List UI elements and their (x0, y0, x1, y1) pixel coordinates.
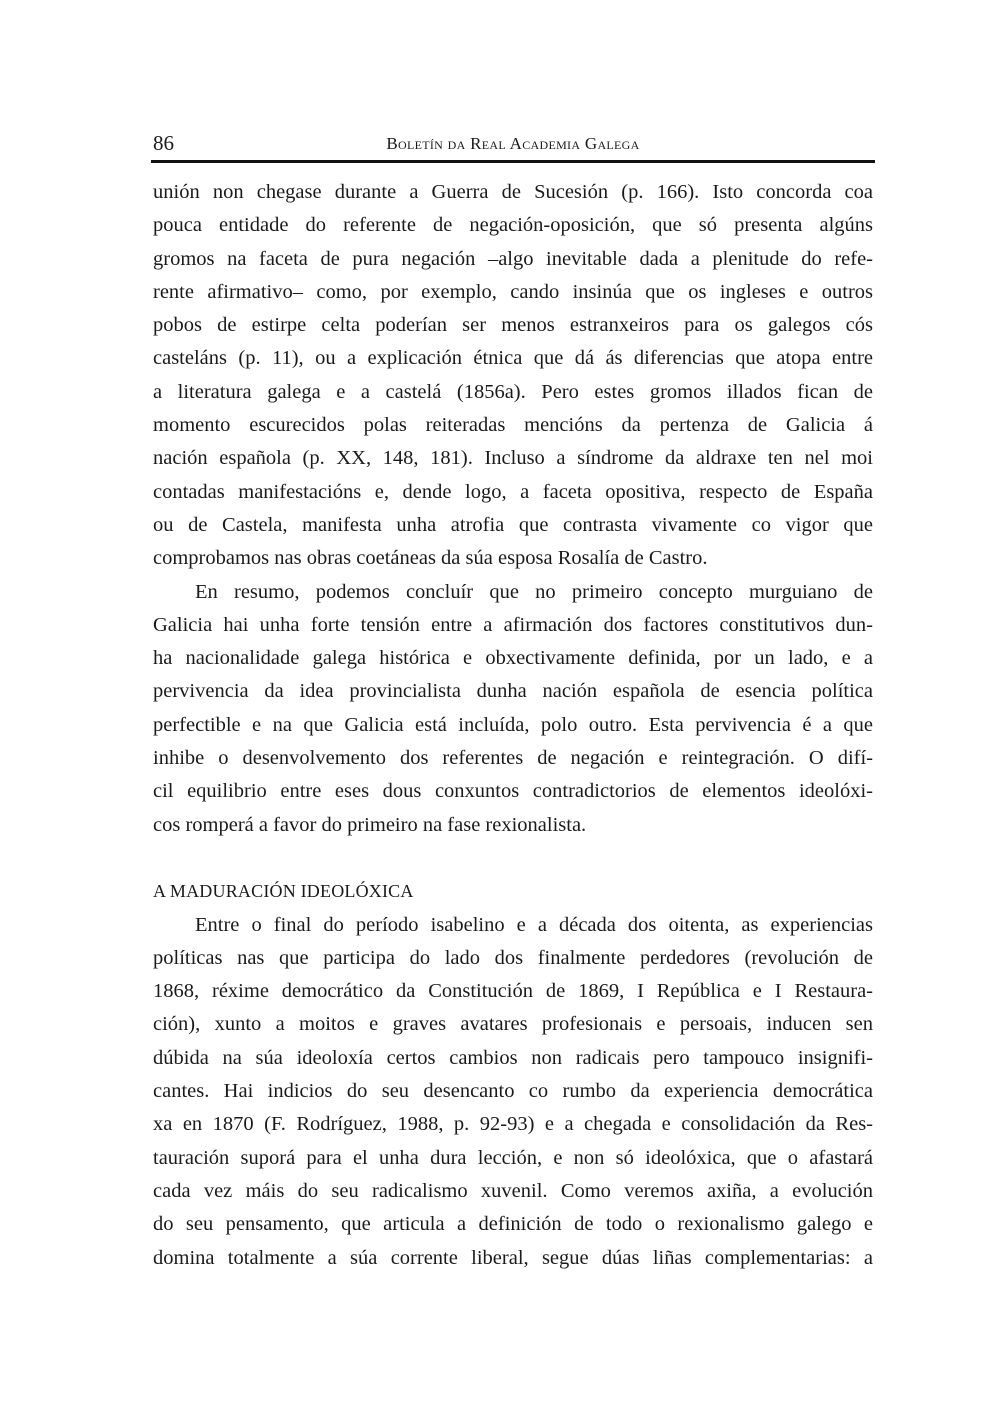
text-line: do seu pensamento, que articula a definición de todo o rexionalismo galego e (153, 1213, 873, 1236)
text-line: cos romperá a favor do primeiro na fase rexionalista. (153, 813, 587, 836)
text-line: gromos na faceta de pura negación –algo inevitable dada a plenitude do refe- (153, 247, 873, 270)
text-line: cada vez máis do seu radicalismo xuvenil. Como veremos axiña, a evolución (153, 1179, 873, 1202)
text-line: ción), xunto a moitos e graves avatares profesionais e persoais, inducen sen (153, 1013, 873, 1036)
text-line: casteláns (p. 11), ou a explicación étnica que dá ás diferencias que atopa entre (153, 347, 873, 370)
text-line: dúbida na súa ideoloxía certos cambios non radicais pero tampouco insignifi- (153, 1046, 873, 1069)
text-line: domina totalmente a súa corrente liberal, segue dúas liñas complementarias: a (153, 1246, 873, 1269)
text-line: 1868, réxime democrático da Constitución de 1869, I República e I Restaura- (153, 980, 873, 1003)
text-line: comprobamos nas obras coetáneas da súa esposa Rosalía de Castro. (153, 547, 708, 570)
text-line: políticas nas que participa do lado dos finalmente perdedores (revolución de (153, 946, 873, 969)
header-rule (151, 160, 875, 163)
paragraph-1 (153, 176, 873, 576)
text-line: a literatura galega e a castelá (1856a). Pero estes gromos illados fican de (153, 380, 873, 403)
text-line: rente afirmativo– como, por exemplo, cando insinúa que os ingleses e outros (153, 280, 873, 303)
text-line: pervivencia da idea provincialista dunha nación española de esencia política (153, 680, 873, 703)
text-line: perfectible e na que Galicia está incluída, polo outro. Esta pervivencia é a que (153, 713, 873, 736)
text-line: inhibe o desenvolvemento dos referentes de negación e reintegración. O difí- (153, 747, 873, 770)
section-heading: A MADURACIÓN IDEOLÓXICA (153, 881, 414, 902)
text-line: cil equilibrio entre eses dous conxuntos contradictorios de elementos ideolóxi- (153, 780, 873, 803)
text-line: ou de Castela, manifesta unha atrofia que contrasta vivamente co vigor que (153, 513, 873, 536)
text-line: pobos de estirpe celta poderían ser menos estranxeiros para os galegos cós (153, 314, 873, 337)
text-line: pouca entidade do referente de negación-oposición, que só presenta algúns (153, 214, 873, 237)
text-line: ha nacionalidade galega histórica e obxectivamente definida, por un lado, e a (153, 647, 873, 670)
text-line: En resumo, podemos concluír que no primeiro concepto murguiano de (195, 580, 873, 603)
text-line: contadas manifestacións e, dende logo, a faceta opositiva, respecto de España (153, 480, 873, 503)
text-line: cantes. Hai indicios do seu desencanto co rumbo da experiencia democrática (153, 1080, 873, 1103)
page-number: 86 (153, 131, 174, 155)
paragraph-2 (153, 576, 873, 842)
text-line: Entre o final do período isabelino e a década dos oitenta, as experiencias (195, 913, 873, 936)
text-line: Galicia hai unha forte tensión entre a afirmación dos factores constitutivos dun- (153, 613, 873, 636)
text-line: nación española (p. XX, 148, 181). Incluso a síndrome da aldraxe ten nel moi (153, 447, 873, 470)
spacer (153, 842, 873, 875)
paragraph-3 (153, 909, 873, 1275)
text-line: xa en 1870 (F. Rodríguez, 1988, p. 92-93) e a chegada e consolidación da Res- (153, 1113, 873, 1136)
running-title: Boletín da Real Academia Galega (386, 134, 640, 153)
body-text (153, 176, 873, 1275)
text-line: momento escurecidos polas reiteradas mencións da pertenza de Galicia á (153, 414, 873, 437)
text-line: tauración suporá para el unha dura lección, e non só ideolóxica, que o afastará (153, 1146, 873, 1169)
text-line: unión non chegase durante a Guerra de Sucesión (p. 166). Isto concorda coa (153, 181, 873, 203)
